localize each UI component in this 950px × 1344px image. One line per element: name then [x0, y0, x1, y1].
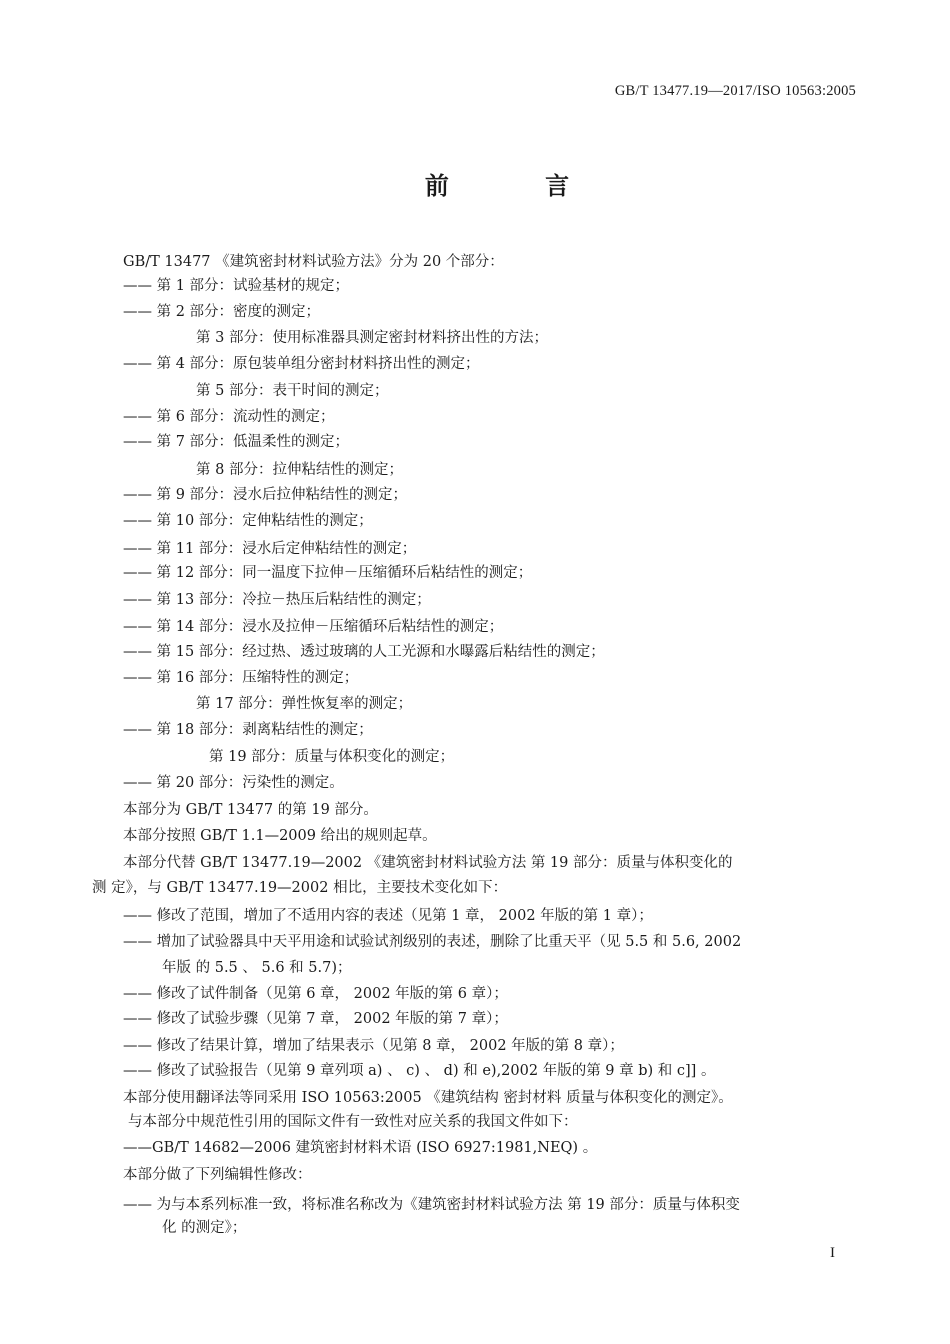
reference-item: ——GB/T 14682—2006 建筑密封材料术语 (ISO 6927:1981,NEQ) 。: [123, 1140, 598, 1156]
list-item: —— 第 9 部分：浸水后拉伸粘结性的测定；: [123, 487, 408, 503]
change-item: —— 修改了试验报告（见第 9 章列项 a) 、 c) 、 d) 和 e),2002 年版的第 9 章 b) 和 c]] 。: [123, 1063, 716, 1079]
page-number: I: [830, 1245, 835, 1261]
list-item: —— 第 4 部分：原包装单组分密封材料挤出性的测定；: [123, 356, 480, 372]
paragraph-continuation: 测 定》，与 GB/T 13477.19—2002 相比，主要技术变化如下：: [92, 880, 508, 896]
list-item: —— 第 7 部分：低温柔性的测定；: [123, 434, 350, 450]
change-item: —— 修改了试验步骤（见第 7 章， 2002 年版的第 7 章）；: [123, 1011, 508, 1027]
list-item: —— 第 16 部分：压缩特性的测定；: [123, 670, 359, 686]
list-item: 第 8 部分：拉伸粘结性的测定；: [196, 462, 403, 478]
list-item: —— 第 12 部分：同一温度下拉伸－压缩循环后粘结性的测定；: [123, 565, 533, 581]
list-item: 第 3 部分：使用标准器具测定密封材料挤出性的方法；: [196, 330, 548, 346]
page-title: 前 言: [424, 172, 614, 200]
change-item: —— 修改了范围，增加了不适用内容的表述（见第 1 章， 2002 年版的第 1 章）；: [123, 908, 653, 924]
list-item: —— 第 15 部分：经过热、透过玻璃的人工光源和水曝露后粘结性的测定；: [123, 644, 605, 660]
paragraph: 本部分为 GB/T 13477 的第 19 部分。: [123, 802, 378, 818]
list-item: —— 第 6 部分：流动性的测定；: [123, 409, 335, 425]
list-item: 第 19 部分：质量与体积变化的测定；: [209, 749, 455, 765]
change-item-continuation: 年版 的 5.5 、 5.6 和 5.7)；: [162, 960, 352, 976]
paragraph: 本部分使用翻译法等同采用 ISO 10563:2005 《建筑结构 密封材料 质量与体积变化的测定》。: [123, 1090, 733, 1106]
list-item: 第 5 部分：表干时间的测定；: [196, 383, 389, 399]
edit-item-continuation: 化 的测定》；: [162, 1220, 247, 1236]
list-item: —— 第 2 部分：密度的测定；: [123, 304, 321, 320]
change-item: —— 修改了试件制备（见第 6 章， 2002 年版的第 6 章）；: [123, 986, 508, 1002]
paragraph: 与本部分中规范性引用的国际文件有一致性对应关系的我国文件如下：: [128, 1114, 578, 1130]
paragraph: 本部分按照 GB/T 1.1—2009 给出的规则起草。: [123, 828, 437, 844]
list-item: —— 第 13 部分：冷拉－热压后粘结性的测定；: [123, 592, 431, 608]
list-item: —— 第 18 部分：剥离粘结性的测定；: [123, 722, 373, 738]
list-item: 第 17 部分：弹性恢复率的测定；: [196, 696, 413, 712]
paragraph: 本部分代替 GB/T 13477.19—2002 《建筑密封材料试验方法 第 19 部分：质量与体积变化的: [123, 855, 733, 871]
edit-item: —— 为与本系列标准一致，将标准名称改为《建筑密封材料试验方法 第 19 部分：质量与体积变: [123, 1197, 740, 1213]
intro-line: GB/T 13477 《建筑密封材料试验方法》分为 20 个部分：: [123, 254, 504, 270]
change-item: —— 修改了结果计算，增加了结果表示（见第 8 章， 2002 年版的第 8 章）；: [123, 1038, 624, 1054]
change-item: —— 增加了试验器具中天平用途和试验试剂级别的表述，删除了比重天平（见 5.5 和 5.6, 2002: [123, 934, 742, 950]
list-item: —— 第 11 部分：浸水后定伸粘结性的测定；: [123, 541, 417, 557]
list-item: —— 第 14 部分：浸水及拉伸－压缩循环后粘结性的测定；: [123, 619, 504, 635]
list-item: —— 第 10 部分：定伸粘结性的测定；: [123, 513, 373, 529]
paragraph: 本部分做了下列编辑性修改：: [123, 1167, 312, 1183]
list-item: —— 第 1 部分：试验基材的规定；: [123, 278, 350, 294]
standard-header: GB/T 13477.19—2017/ISO 10563:2005: [614, 83, 856, 99]
list-item: —— 第 20 部分：污染性的测定。: [123, 775, 344, 791]
